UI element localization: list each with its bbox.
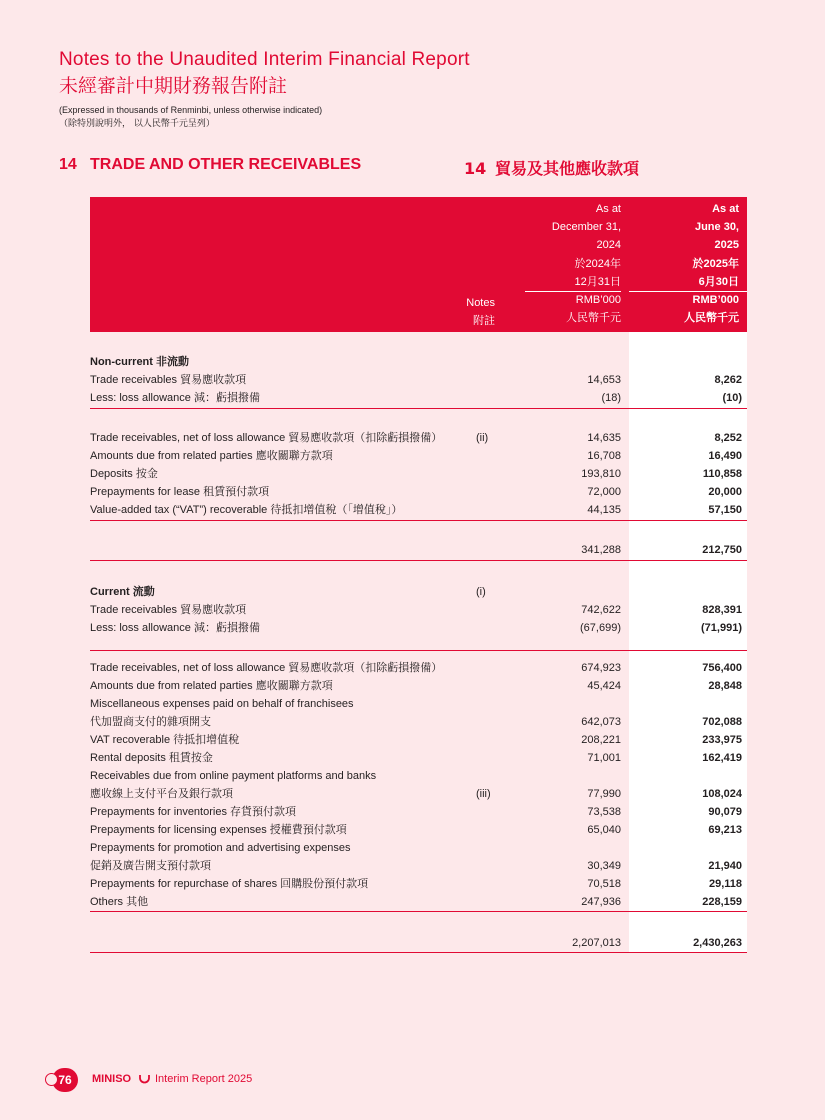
value-2024: 65,040 <box>587 824 621 836</box>
row-label: Less: loss allowance 減：虧損撥備 <box>90 392 260 404</box>
value-2025: (10) <box>722 392 742 404</box>
expressed-note-cn: （除特別說明外， 以人民幣千元呈列） <box>59 119 215 129</box>
table-rule <box>90 952 747 953</box>
value-2024: 208,221 <box>581 734 621 746</box>
row-label: Trade receivables 貿易應收款項 <box>90 604 247 616</box>
table-row <box>90 429 747 447</box>
row-label: Prepayments for promotion and advertising expenses <box>90 842 351 854</box>
page-number: 76 <box>52 1068 78 1092</box>
col2024-unit-cn: 人民幣千元 <box>566 312 621 325</box>
value-2025: (71,991) <box>701 622 742 634</box>
row-label: Amounts due from related parties 應收關聯方款項 <box>90 680 333 692</box>
column-header-2024 <box>525 200 621 327</box>
table-row <box>90 583 747 601</box>
value-2024: 247,936 <box>581 896 621 908</box>
value-2024: 77,990 <box>587 788 621 800</box>
value-2025: 16,490 <box>708 450 742 462</box>
row-label: Deposits 按金 <box>90 468 158 480</box>
value-2025: 90,079 <box>708 806 742 818</box>
table-row <box>90 767 747 785</box>
value-2024: 193,810 <box>581 468 621 480</box>
row-label: Less: loss allowance 減：虧損撥備 <box>90 622 260 634</box>
row-label: Trade receivables 貿易應收款項 <box>90 374 247 386</box>
row-label: Prepayments for inventories 存貨預付款項 <box>90 806 297 818</box>
value-2025: 233,975 <box>702 734 742 746</box>
col2025-line: June 30, <box>694 221 739 234</box>
section-heading-cn <box>464 156 639 179</box>
value-2025: 828,391 <box>702 604 742 616</box>
value-2025: 756,400 <box>702 662 742 674</box>
col2025-line: 於2025年 <box>692 257 739 270</box>
smile-logo-icon <box>138 1071 151 1085</box>
table-row <box>90 465 747 483</box>
value-2025: 28,848 <box>708 680 742 692</box>
table-row <box>90 857 747 875</box>
report-name: Interim Report 2025 <box>155 1073 253 1085</box>
table-row <box>90 934 747 952</box>
table-row <box>90 601 747 619</box>
section-title-en: TRADE AND OTHER RECEIVABLES <box>90 156 362 173</box>
table-row <box>90 353 747 371</box>
expressed-note-en: (Expressed in thousands of Renminbi, unless otherwise indicated) <box>59 105 323 115</box>
value-2025: 20,000 <box>708 486 742 498</box>
row-label: Non-current 非流動 <box>90 356 189 368</box>
row-label: 應收線上支付平台及銀行款項 <box>90 788 233 800</box>
value-2024: (67,699) <box>580 622 621 634</box>
value-2025: 8,252 <box>714 432 742 444</box>
col2025-unit-cn: 人民幣千元 <box>684 312 739 325</box>
table-row <box>90 677 747 695</box>
value-2025: 110,858 <box>702 468 742 480</box>
value-2024: 341,288 <box>581 544 621 556</box>
row-note-ref: (iii) <box>476 788 491 800</box>
section-number: 14 <box>59 156 77 173</box>
col2024-line: 2024 <box>596 239 621 252</box>
value-2024: 44,135 <box>587 504 621 516</box>
col2024-unit-en: RMB’000 <box>575 294 621 307</box>
column-header-2025 <box>629 200 739 327</box>
brand-name: MINISO <box>92 1073 132 1085</box>
table-row <box>90 731 747 749</box>
value-2024: 30,349 <box>587 860 621 872</box>
row-label: Rental deposits 租賃按金 <box>90 752 213 764</box>
value-2024: 742,622 <box>581 604 621 616</box>
row-label: 促銷及廣告開支預付款項 <box>90 860 211 872</box>
table-rule <box>90 520 747 521</box>
value-2024: 73,538 <box>587 806 621 818</box>
notes-header-cn: 附註 <box>473 315 495 328</box>
table-row <box>90 821 747 839</box>
row-note-ref: (i) <box>476 586 486 598</box>
value-2025: 162,419 <box>702 752 742 764</box>
table-row <box>90 371 747 389</box>
col2024-line: December 31, <box>551 221 621 234</box>
value-2024: 45,424 <box>587 680 621 692</box>
table-row <box>90 785 747 803</box>
col2025-line: As at <box>712 203 739 215</box>
row-note-ref: (ii) <box>476 432 489 444</box>
page-title-en: Notes to the Unaudited Interim Financial Report <box>59 49 470 70</box>
row-label: Value-added tax (“VAT”) recoverable 待抵扣增值稅（「增值稅」） <box>90 504 403 516</box>
value-2025: 21,940 <box>708 860 742 872</box>
table-row <box>90 803 747 821</box>
value-2024: 674,923 <box>581 662 621 674</box>
value-2025: 228,159 <box>702 896 742 908</box>
page-title-cn: 未經審計中期財務報告附註 <box>59 75 288 97</box>
row-label: Amounts due from related parties 應收關聯方款項 <box>90 450 333 462</box>
table-row <box>90 619 747 637</box>
table-row <box>90 695 747 713</box>
section-heading-en <box>59 156 361 174</box>
col2025-line: 2025 <box>714 239 739 252</box>
table-row <box>90 389 747 407</box>
value-2025: 702,088 <box>702 716 742 728</box>
header-rule-2025 <box>629 291 747 292</box>
value-2025: 8,262 <box>714 374 742 386</box>
table-row <box>90 541 747 559</box>
section-title-cn: 貿易及其他應收款項 <box>495 159 640 178</box>
table-rule <box>90 560 747 561</box>
row-label: VAT recoverable 待抵扣增值稅 <box>90 734 240 746</box>
row-label: Trade receivables, net of loss allowance 貿易應收款項（扣除虧損撥備） <box>90 662 443 674</box>
row-label: Prepayments for repurchase of shares 回購股份預付款項 <box>90 878 369 890</box>
value-2024: 14,635 <box>587 432 621 444</box>
table-rule <box>90 911 747 912</box>
table-row <box>90 839 747 857</box>
table-rule <box>90 408 747 409</box>
value-2024: 642,073 <box>581 716 621 728</box>
value-2024: 14,653 <box>587 374 621 386</box>
value-2025: 69,213 <box>708 824 742 836</box>
col2024-line: As at <box>595 203 621 215</box>
table-row <box>90 893 747 911</box>
value-2025: 108,024 <box>702 788 742 800</box>
value-2024: 71,001 <box>587 752 621 764</box>
value-2025: 2,430,263 <box>693 937 742 949</box>
page-number-dot <box>45 1073 58 1086</box>
row-label: Current 流動 <box>90 586 155 598</box>
section-number-cn: 14 <box>464 159 487 178</box>
value-2024: 16,708 <box>587 450 621 462</box>
notes-column-header <box>440 294 495 330</box>
row-label: Others 其他 <box>90 896 149 908</box>
value-2024: 2,207,013 <box>572 937 621 949</box>
row-label: 代加盟商支付的雜項開支 <box>90 716 211 728</box>
col2024-line: 於2024年 <box>574 257 621 270</box>
table-row <box>90 659 747 677</box>
col2025-line: 6月30日 <box>698 275 739 288</box>
header-rule-2024 <box>525 291 621 292</box>
row-label: Prepayments for lease 租賃預付款項 <box>90 486 270 498</box>
value-2024: 72,000 <box>587 486 621 498</box>
table-row <box>90 749 747 767</box>
table-rule <box>90 650 747 651</box>
col2025-unit-en: RMB’000 <box>692 294 739 307</box>
table-row <box>90 447 747 465</box>
table-row <box>90 875 747 893</box>
col2024-line: 12月31日 <box>574 275 621 288</box>
row-label: Prepayments for licensing expenses 授權費預付款項 <box>90 824 347 836</box>
table-row <box>90 713 747 731</box>
value-2025: 57,150 <box>708 504 742 516</box>
value-2025: 29,118 <box>708 878 742 890</box>
table-row <box>90 501 747 519</box>
notes-header-en: Notes <box>466 297 495 309</box>
value-2024: 70,518 <box>587 878 621 890</box>
table-row <box>90 483 747 501</box>
value-2024: (18) <box>601 392 621 404</box>
value-2025: 212,750 <box>702 544 742 556</box>
row-label: Trade receivables, net of loss allowance 貿易應收款項（扣除虧損撥備） <box>90 432 443 444</box>
row-label: Receivables due from online payment platforms and banks <box>90 770 377 782</box>
row-label: Miscellaneous expenses paid on behalf of franchisees <box>90 698 354 710</box>
